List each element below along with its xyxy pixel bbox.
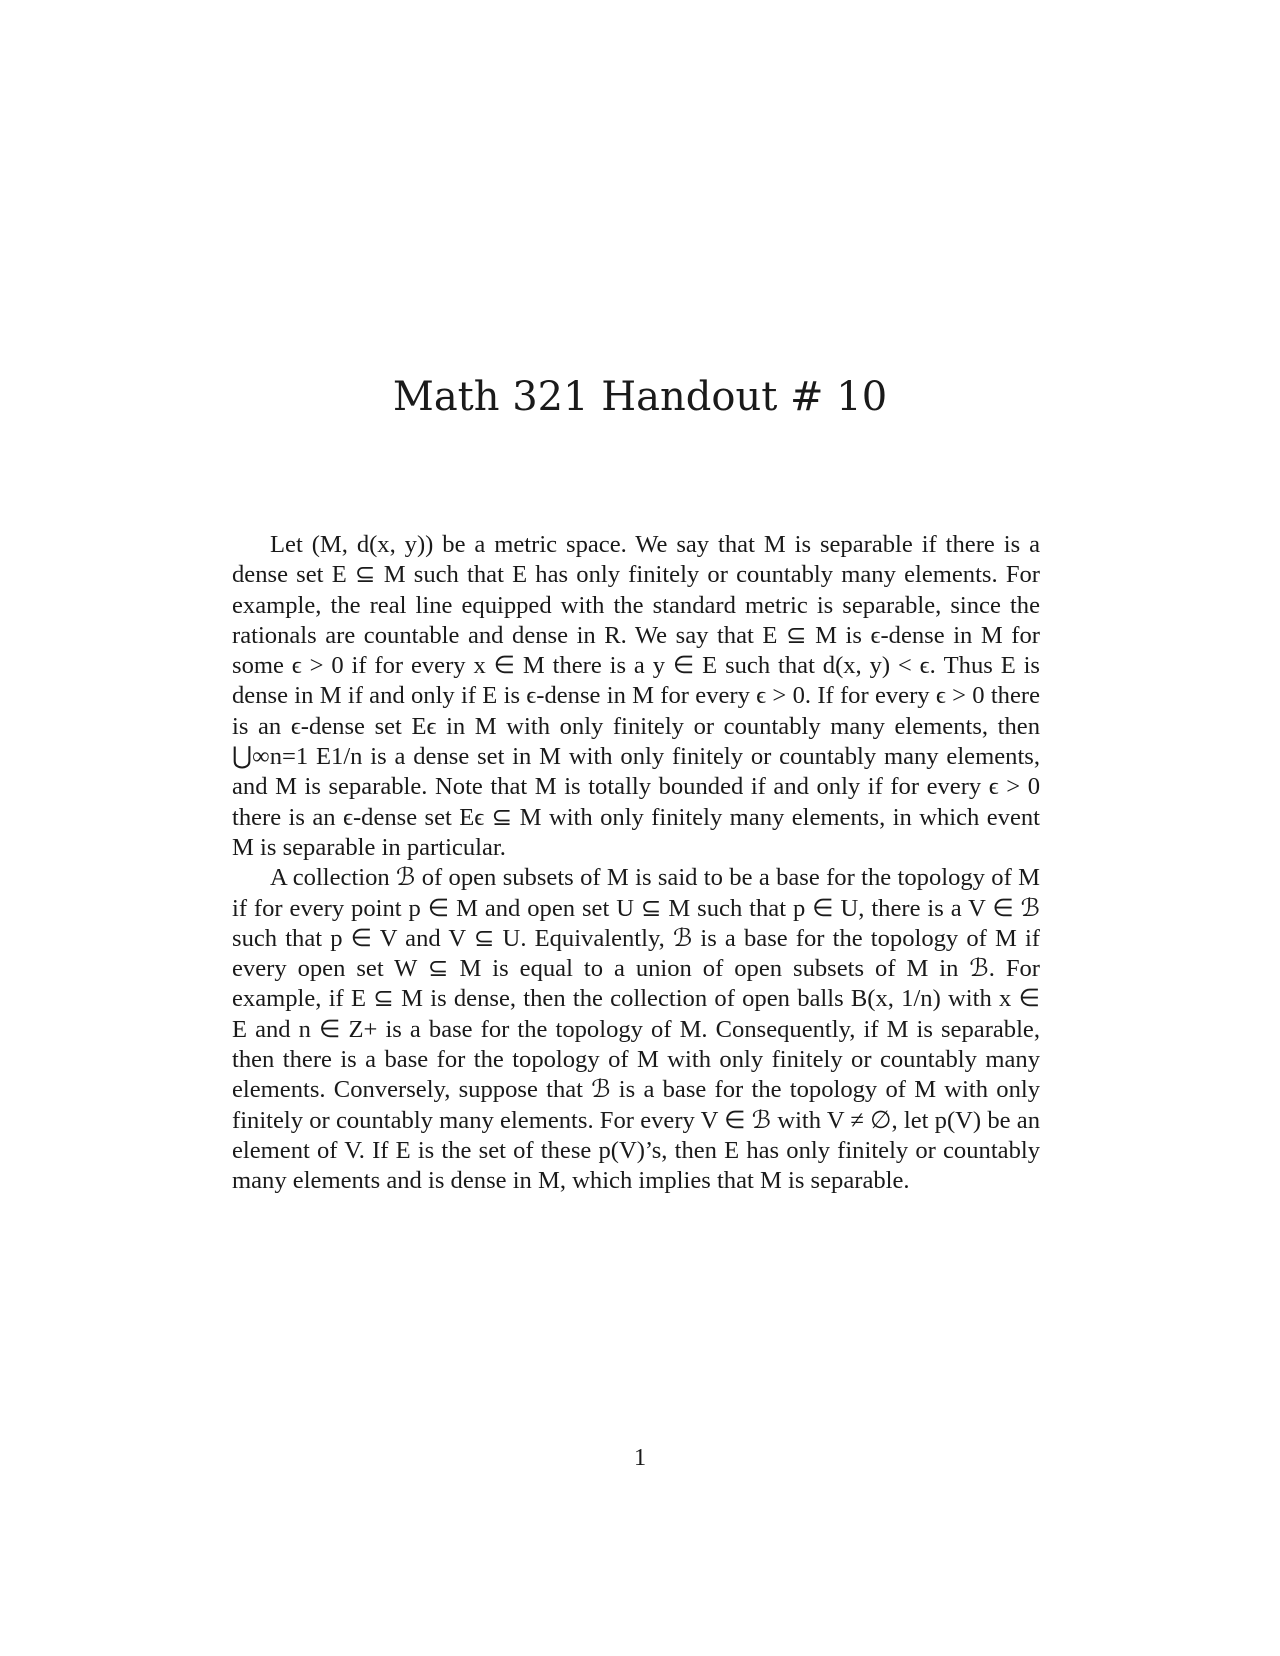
body-text — [232, 530, 1040, 1197]
paragraph-base-topology: A collection ℬ of open subsets of M is said to be a base for the topology of M if for every point p ∈ M and open set U ⊆ M such that p ∈ U, there is a V ∈ ℬ such that p ∈ V and V ⊆ U. Equivalently, ℬ is a base for the topology of M if every open set W ⊆ M is equal to a union of open subsets of M in ℬ. For example, if E ⊆ M is dense, then the collection of open balls B(x, 1/n) with x ∈ E and n ∈ Z+ is a base for the topology of M. Consequently, if M is separable, then there is a base for the topology of M with only finitely or countably many elements. Conversely, suppose that ℬ is a base for the topology of M with only finitely or countably many elements. For every V ∈ ℬ with V ≠ ∅, let p(V) be an element of V. If E is the set of these p(V)’s, then E has only finitely or countably many elements and is dense in M, which implies that M is separable. — [232, 864, 1040, 1195]
paragraph-separability: Let (M, d(x, y)) be a metric space. We say that M is separable if there is a dense set E ⊆ M such that E has only finitely or countably many elements. For example, the real line equipped with the standard metric is separable, since the rationals are countable and dense in R. We say that E ⊆ M is ϵ-dense in M for some ϵ > 0 if for every x ∈ M there is a y ∈ E such that d(x, y) < ϵ. Thus E is dense in M if and only if E is ϵ-dense in M for every ϵ > 0. If for every ϵ > 0 there is an ϵ-dense set Eϵ in M with only finitely or countably many elements, then ⋃∞n=1 E1/n is a dense set in M with only finitely or countably many elements, and M is separable. Note that M is totally bounded if and only if for every ϵ > 0 there is an ϵ-dense set Eϵ ⊆ M with only finitely many elements, in which event M is separable in particular. — [232, 531, 1040, 861]
page-number: 1 — [633, 1444, 647, 1471]
page-title: Math 321 Handout # 10 — [392, 373, 888, 420]
